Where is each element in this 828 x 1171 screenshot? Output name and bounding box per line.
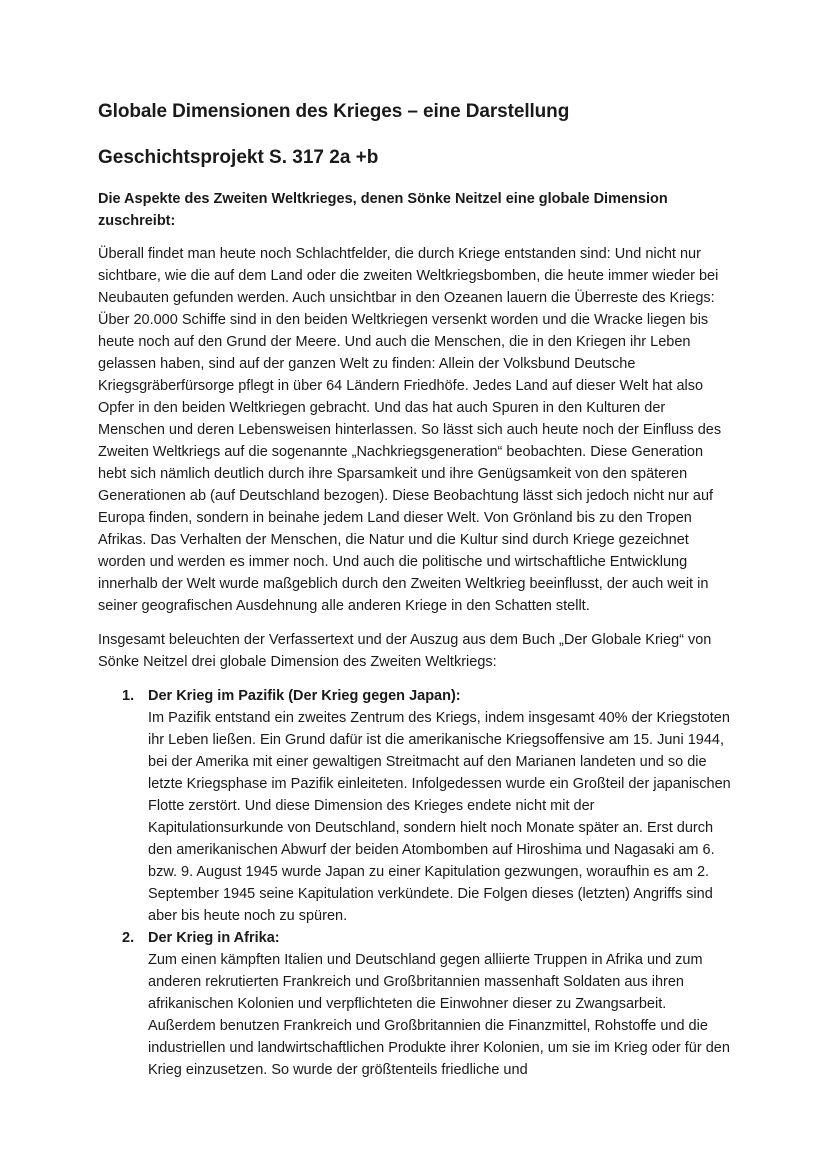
list-item-body: Zum einen kämpften Italien und Deutschland gegen alliierte Truppen in Afrika und zum anderen rekrutierten Frankreich und Großbritannien massenhaft Soldaten aus ihren afrikanischen Kolonien und verpflichteten die Einwohner dieser zu Zwangsarbeit. Außerdem benutzen Frankreich und Großbritannien die Finanzmittel, Rohstoffe und die industriellen und landwirtschaftlichen Produkte ihrer Kolonien, um sie im Krieg oder für den Krieg einzusetzen. So wurde der größtenteils friedliche und [148,952,730,1078]
list-item-body: Im Pazifik entstand ein zweites Zentrum des Kriegs, indem insgesamt 40% der Kriegstoten ihr Leben ließen. Ein Grund dafür ist die amerikanische Kriegsoffensive am 15. Juni 1944, bei der Amerika mit einer gewaltigen Streitmacht auf den Marianen landeten und so die letzte Kriegsphase im Pazifik einleiteten. Infolgedessen wurde ein Großteil der japanischen Flotte zerstört. Und diese Dimension des Krieges endete nicht mit der Kapitulationsurkunde von Deutschland, sondern hielt noch Monate später an. Erst durch den amerikanischen Abwurf der beiden Atombomben auf Hiroshima und Nagasaki am 6. bzw. 9. August 1945 wurde Japan zu einer Kapitulation gezwungen, woraufhin es am 2. September 1945 seine Kapitulation verkündete. Die Folgen dieses (letzten) Angriffs sind aber bis heute noch zu spüren. [148,710,731,924]
section-heading: Die Aspekte des Zweiten Weltkrieges, denen Sönke Neitzel eine globale Dimension zuschreibt: [98,191,668,229]
list-item [98,927,732,1081]
document-title: Globale Dimensionen des Krieges – eine Darstellung [98,101,570,122]
list-item-title: Der Krieg im Pazifik (Der Krieg gegen Japan): [148,688,461,704]
list-item-number: 2. [122,930,135,946]
paragraph-1: Überall findet man heute noch Schlachtfelder, die durch Kriege entstanden sind: Und nicht nur sichtbare, wie die auf dem Land oder die zweiten Weltkriegsbomben, die heute immer wieder bei Neubauten gefunden werden. Auch unsichtbar in den Ozeanen lauern die Überreste des Kriegs: Über 20.000 Schiffe sind in den beiden Weltkriegen versenkt worden und die Wracke liegen bis heute noch auf den Grund der Meere. Und auch die Menschen, die in den Kriegen ihr Leben gelassen haben, sind auf der ganzen Welt zu finden: Allein der Volksbund Deutsche Kriegsgräberfürsorge pflegt in über 64 Ländern Friedhöfe. Jedes Land auf dieser Welt hat also Opfer in den beiden Weltkriegen gebracht. Und das hat auch Spuren in den Kulturen der Menschen und deren Lebensweisen hinterlassen. So lässt sich auch heute noch der Einfluss des Zweiten Weltkriegs auf die sogenannte „Nachkriegsgeneration“ beobachten. Diese Generation hebt sich nämlich deutlich durch ihre Sparsamkeit und ihre Genügsamkeit von den späteren Generationen ab (auf Deutschland bezogen). Diese Beobachtung lässt sich jedoch nicht nur auf Europa finden, sondern in beinahe jedem Land dieser Welt. Von Grönland bis zu den Tropen Afrikas. Das Verhalten der Menschen, die Natur und die Kultur sind durch Kriege gezeichnet worden und werden es immer noch. Und auch die politische und wirtschaftliche Entwicklung innerhalb der Welt wurde maßgeblich durch den Zweiten Weltkrieg beeinflusst, der auch weit in seiner geografischen Ausdehnung alle anderen Kriege in den Schatten stellt. [98,246,722,614]
list-item-number: 1. [122,688,135,704]
list-item-title: Der Krieg in Afrika: [148,930,280,946]
document-subtitle: Geschichtsprojekt S. 317 2a +b [98,147,379,168]
paragraph-2: Insgesamt beleuchten der Verfassertext und der Auszug aus dem Buch „Der Globale Krieg“ von Sönke Neitzel drei globale Dimension des Zweiten Weltkriegs: [98,632,712,670]
dimensions-list [98,685,732,1081]
list-item [98,685,732,927]
